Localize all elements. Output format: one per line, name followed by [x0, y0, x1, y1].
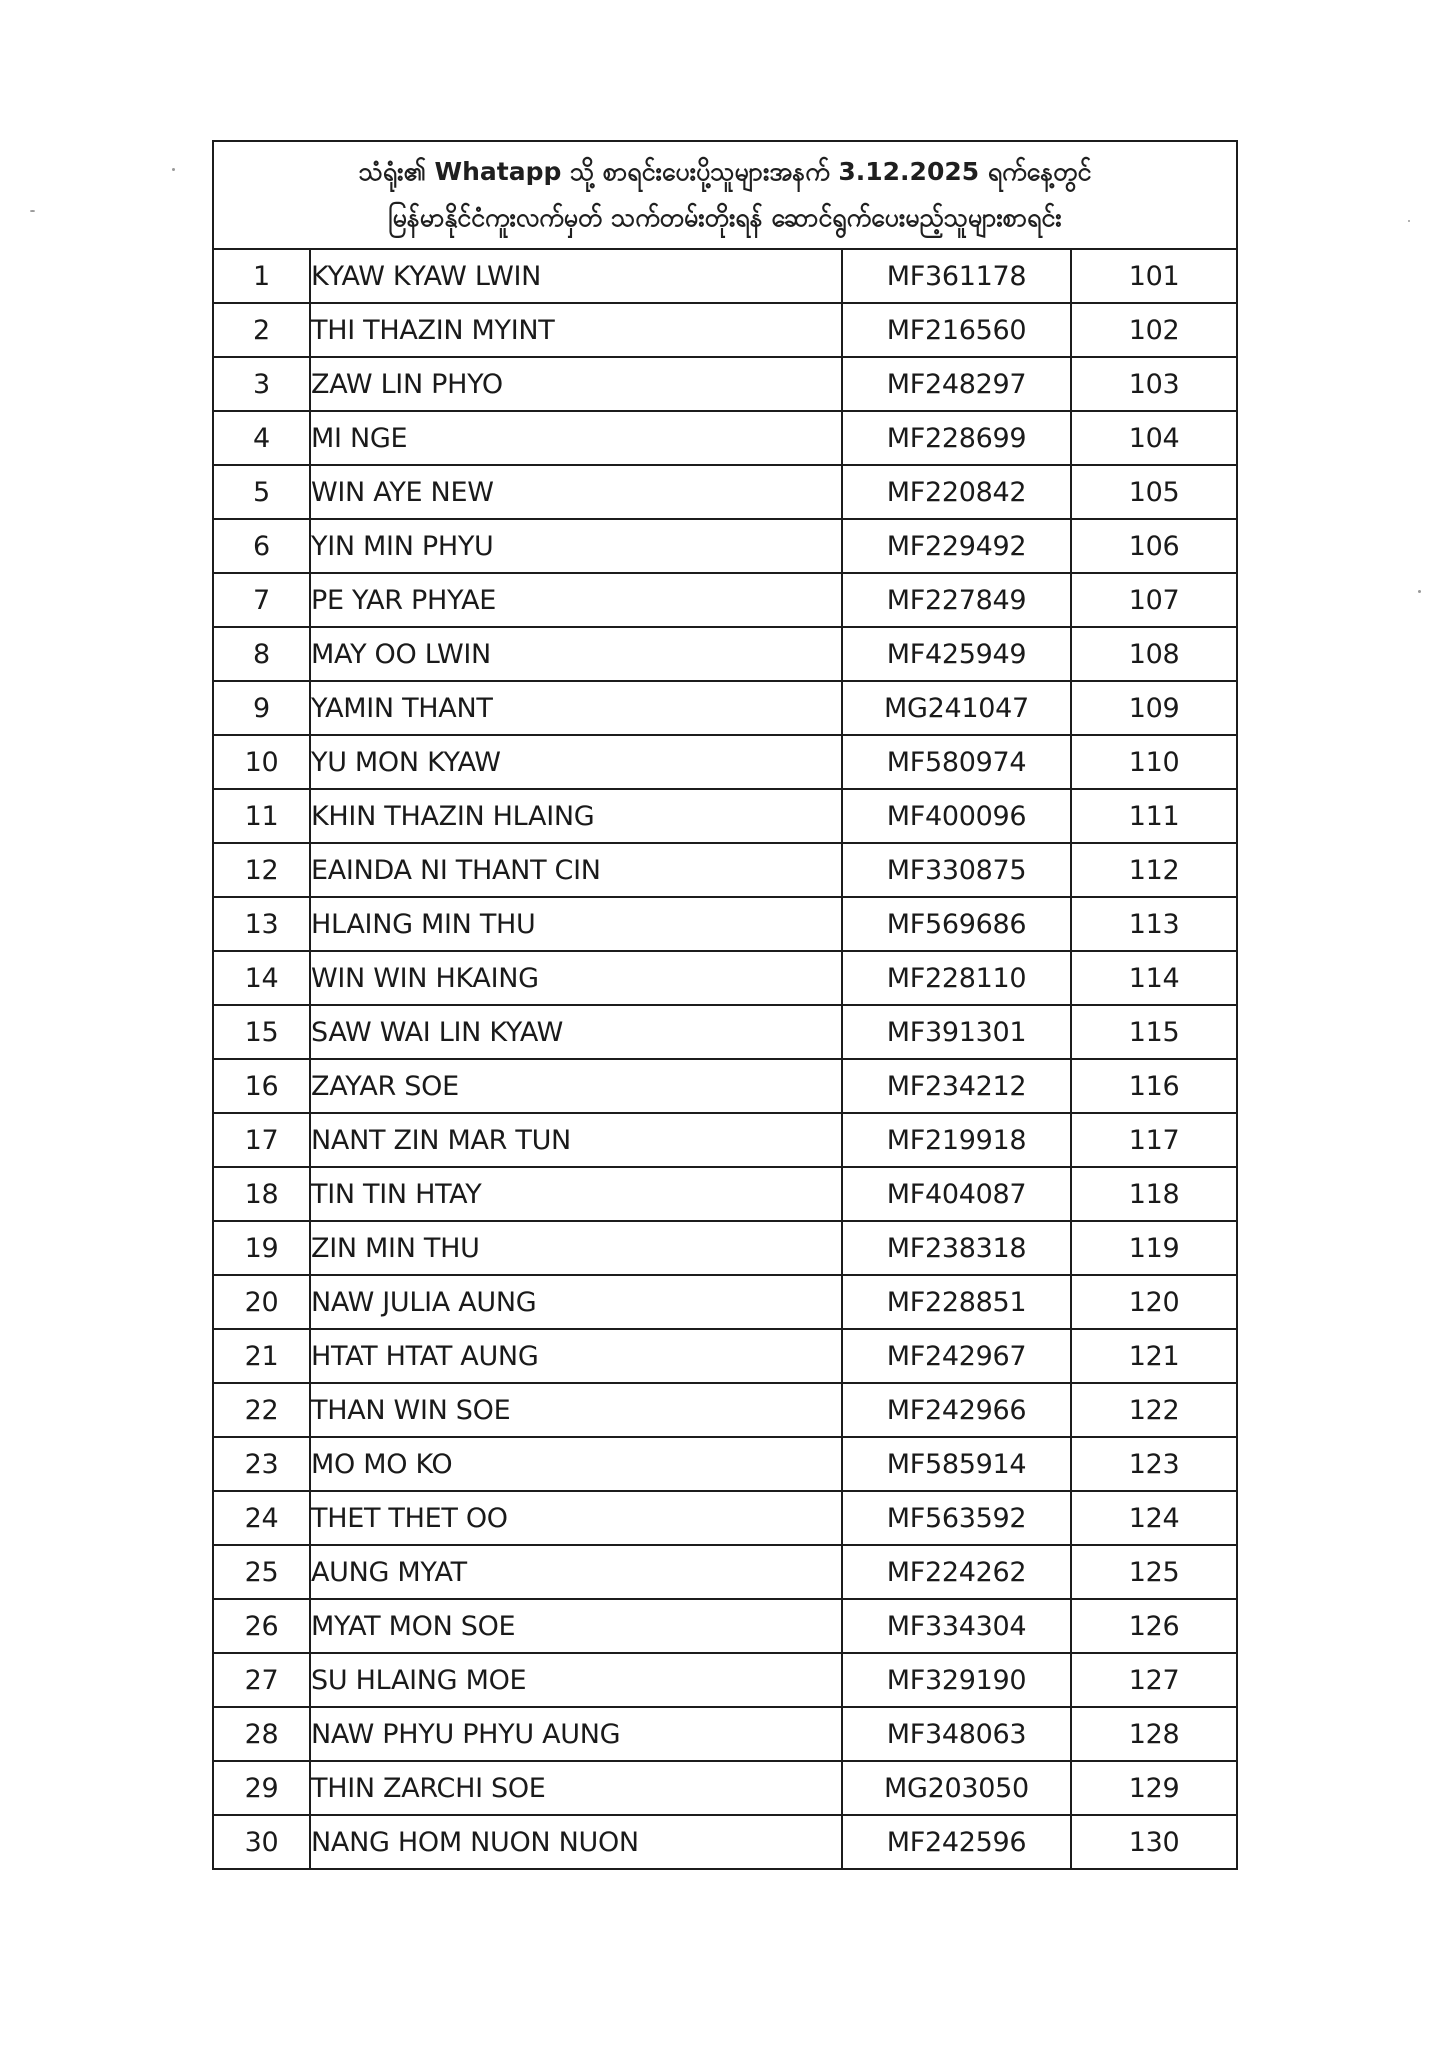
- applicant-name: NANT ZIN MAR TUN: [310, 1113, 842, 1167]
- queue-number: 112: [1071, 843, 1237, 897]
- queue-number: 121: [1071, 1329, 1237, 1383]
- queue-number: 124: [1071, 1491, 1237, 1545]
- queue-number: 106: [1071, 519, 1237, 573]
- table-row: [213, 1707, 1237, 1761]
- row-number: 27: [213, 1653, 310, 1707]
- queue-number: 126: [1071, 1599, 1237, 1653]
- row-number: 14: [213, 951, 310, 1005]
- queue-number: 107: [1071, 573, 1237, 627]
- title-line-1: သံရုံး၏ Whatapp သို့ စာရင်းပေးပို့သူများအနက် 3.12.2025 ရက်နေ့တွင်: [358, 157, 1092, 186]
- row-number: 25: [213, 1545, 310, 1599]
- queue-number: 101: [1071, 249, 1237, 303]
- applicant-name: ZAYAR SOE: [310, 1059, 842, 1113]
- table-row: [213, 843, 1237, 897]
- applicant-name: WIN AYE NEW: [310, 465, 842, 519]
- queue-number: 105: [1071, 465, 1237, 519]
- passport-number: MF216560: [842, 303, 1071, 357]
- passport-number: MF425949: [842, 627, 1071, 681]
- row-number: 19: [213, 1221, 310, 1275]
- table-row: [213, 1059, 1237, 1113]
- row-number: 24: [213, 1491, 310, 1545]
- applicant-name: PE YAR PHYAE: [310, 573, 842, 627]
- table-row: [213, 1275, 1237, 1329]
- applicant-name: THIN ZARCHI SOE: [310, 1761, 842, 1815]
- applicant-name: SAW WAI LIN KYAW: [310, 1005, 842, 1059]
- row-number: 10: [213, 735, 310, 789]
- passport-number: MF400096: [842, 789, 1071, 843]
- queue-number: 130: [1071, 1815, 1237, 1869]
- queue-number: 118: [1071, 1167, 1237, 1221]
- applicant-name: MYAT MON SOE: [310, 1599, 842, 1653]
- passport-number: MF580974: [842, 735, 1071, 789]
- queue-number: 123: [1071, 1437, 1237, 1491]
- row-number: 20: [213, 1275, 310, 1329]
- table-row: [213, 1167, 1237, 1221]
- applicant-name: EAINDA NI THANT CIN: [310, 843, 842, 897]
- table-row: [213, 681, 1237, 735]
- passport-number: MF242967: [842, 1329, 1071, 1383]
- passport-number: MF330875: [842, 843, 1071, 897]
- queue-number: 113: [1071, 897, 1237, 951]
- row-number: 4: [213, 411, 310, 465]
- queue-number: 127: [1071, 1653, 1237, 1707]
- applicant-name: HLAING MIN THU: [310, 897, 842, 951]
- applicant-name: KHIN THAZIN HLAING: [310, 789, 842, 843]
- passport-number: MF228851: [842, 1275, 1071, 1329]
- table-row: [213, 1437, 1237, 1491]
- applicant-name: MI NGE: [310, 411, 842, 465]
- passport-number: MF220842: [842, 465, 1071, 519]
- applicant-name: TIN TIN HTAY: [310, 1167, 842, 1221]
- passport-number: MF569686: [842, 897, 1071, 951]
- table-row: [213, 519, 1237, 573]
- applicant-name: KYAW KYAW LWIN: [310, 249, 842, 303]
- row-number: 26: [213, 1599, 310, 1653]
- passport-number: MF334304: [842, 1599, 1071, 1653]
- row-number: 30: [213, 1815, 310, 1869]
- passport-number: MF234212: [842, 1059, 1071, 1113]
- table-row: [213, 1653, 1237, 1707]
- passport-number: MG241047: [842, 681, 1071, 735]
- passport-number: MF361178: [842, 249, 1071, 303]
- table-body: [213, 249, 1237, 1869]
- row-number: 21: [213, 1329, 310, 1383]
- row-number: 8: [213, 627, 310, 681]
- table-row: [213, 249, 1237, 303]
- applicant-name: AUNG MYAT: [310, 1545, 842, 1599]
- passport-number: MG203050: [842, 1761, 1071, 1815]
- passport-number: MF563592: [842, 1491, 1071, 1545]
- table-row: [213, 897, 1237, 951]
- row-number: 5: [213, 465, 310, 519]
- passport-number: MF404087: [842, 1167, 1071, 1221]
- passport-number: MF229492: [842, 519, 1071, 573]
- queue-number: 102: [1071, 303, 1237, 357]
- table-row: [213, 1221, 1237, 1275]
- row-number: 13: [213, 897, 310, 951]
- applicant-name: NAW PHYU PHYU AUNG: [310, 1707, 842, 1761]
- scan-speck: [30, 210, 35, 212]
- table-row: [213, 1113, 1237, 1167]
- applicant-name: HTAT HTAT AUNG: [310, 1329, 842, 1383]
- queue-number: 119: [1071, 1221, 1237, 1275]
- queue-number: 103: [1071, 357, 1237, 411]
- queue-number: 110: [1071, 735, 1237, 789]
- scan-speck: [1418, 590, 1421, 593]
- applicant-name: SU HLAING MOE: [310, 1653, 842, 1707]
- row-number: 16: [213, 1059, 310, 1113]
- queue-number: 109: [1071, 681, 1237, 735]
- applicant-name: YU MON KYAW: [310, 735, 842, 789]
- table-row: [213, 1545, 1237, 1599]
- row-number: 29: [213, 1761, 310, 1815]
- applicant-name: YIN MIN PHYU: [310, 519, 842, 573]
- table-row: [213, 627, 1237, 681]
- queue-number: 108: [1071, 627, 1237, 681]
- table-row: [213, 573, 1237, 627]
- passport-number: MF391301: [842, 1005, 1071, 1059]
- row-number: 28: [213, 1707, 310, 1761]
- table-row: [213, 951, 1237, 1005]
- applicant-name: THET THET OO: [310, 1491, 842, 1545]
- queue-number: 116: [1071, 1059, 1237, 1113]
- row-number: 11: [213, 789, 310, 843]
- row-number: 6: [213, 519, 310, 573]
- passport-number: MF248297: [842, 357, 1071, 411]
- queue-number: 120: [1071, 1275, 1237, 1329]
- table-row: [213, 735, 1237, 789]
- queue-number: 125: [1071, 1545, 1237, 1599]
- applicant-name: MO MO KO: [310, 1437, 842, 1491]
- scan-speck: [1408, 220, 1410, 222]
- table-row: [213, 1815, 1237, 1869]
- applicant-name: ZAW LIN PHYO: [310, 357, 842, 411]
- passport-number: MF585914: [842, 1437, 1071, 1491]
- row-number: 9: [213, 681, 310, 735]
- queue-number: 115: [1071, 1005, 1237, 1059]
- table-row: [213, 411, 1237, 465]
- row-number: 17: [213, 1113, 310, 1167]
- table-row: [213, 1329, 1237, 1383]
- row-number: 15: [213, 1005, 310, 1059]
- row-number: 1: [213, 249, 310, 303]
- document-title: [213, 141, 1237, 249]
- passport-number: MF242596: [842, 1815, 1071, 1869]
- queue-number: 122: [1071, 1383, 1237, 1437]
- table-row: [213, 1599, 1237, 1653]
- queue-number: 129: [1071, 1761, 1237, 1815]
- applicant-name: THI THAZIN MYINT: [310, 303, 842, 357]
- row-number: 12: [213, 843, 310, 897]
- applicant-name: YAMIN THANT: [310, 681, 842, 735]
- passport-number: MF242966: [842, 1383, 1071, 1437]
- title-row: [213, 141, 1237, 249]
- passport-number: MF227849: [842, 573, 1071, 627]
- table-row: [213, 1005, 1237, 1059]
- applicant-name: THAN WIN SOE: [310, 1383, 842, 1437]
- row-number: 3: [213, 357, 310, 411]
- title-line-2: မြန်မာနိုင်ငံကူးလက်မှတ် သက်တမ်းတိုးရန် ဆောင်ရွက်ပေးမည့်သူများစာရင်း: [388, 203, 1062, 232]
- row-number: 23: [213, 1437, 310, 1491]
- table-row: [213, 789, 1237, 843]
- table-row: [213, 357, 1237, 411]
- table-row: [213, 465, 1237, 519]
- row-number: 2: [213, 303, 310, 357]
- table-row: [213, 303, 1237, 357]
- row-number: 18: [213, 1167, 310, 1221]
- passport-number: MF228110: [842, 951, 1071, 1005]
- queue-number: 114: [1071, 951, 1237, 1005]
- passport-number: MF238318: [842, 1221, 1071, 1275]
- passport-number: MF348063: [842, 1707, 1071, 1761]
- passport-number: MF329190: [842, 1653, 1071, 1707]
- queue-number: 104: [1071, 411, 1237, 465]
- queue-number: 111: [1071, 789, 1237, 843]
- applicant-name: WIN WIN HKAING: [310, 951, 842, 1005]
- queue-number: 128: [1071, 1707, 1237, 1761]
- scan-speck: [172, 168, 175, 171]
- applicant-name: ZIN MIN THU: [310, 1221, 842, 1275]
- passport-number: MF224262: [842, 1545, 1071, 1599]
- table-row: [213, 1491, 1237, 1545]
- queue-number: 117: [1071, 1113, 1237, 1167]
- passport-number: MF219918: [842, 1113, 1071, 1167]
- table-row: [213, 1761, 1237, 1815]
- applicant-name: MAY OO LWIN: [310, 627, 842, 681]
- applicant-name: NAW JULIA AUNG: [310, 1275, 842, 1329]
- table-row: [213, 1383, 1237, 1437]
- applicant-name: NANG HOM NUON NUON: [310, 1815, 842, 1869]
- row-number: 22: [213, 1383, 310, 1437]
- passport-renewal-list-table: [212, 140, 1238, 1870]
- row-number: 7: [213, 573, 310, 627]
- passport-number: MF228699: [842, 411, 1071, 465]
